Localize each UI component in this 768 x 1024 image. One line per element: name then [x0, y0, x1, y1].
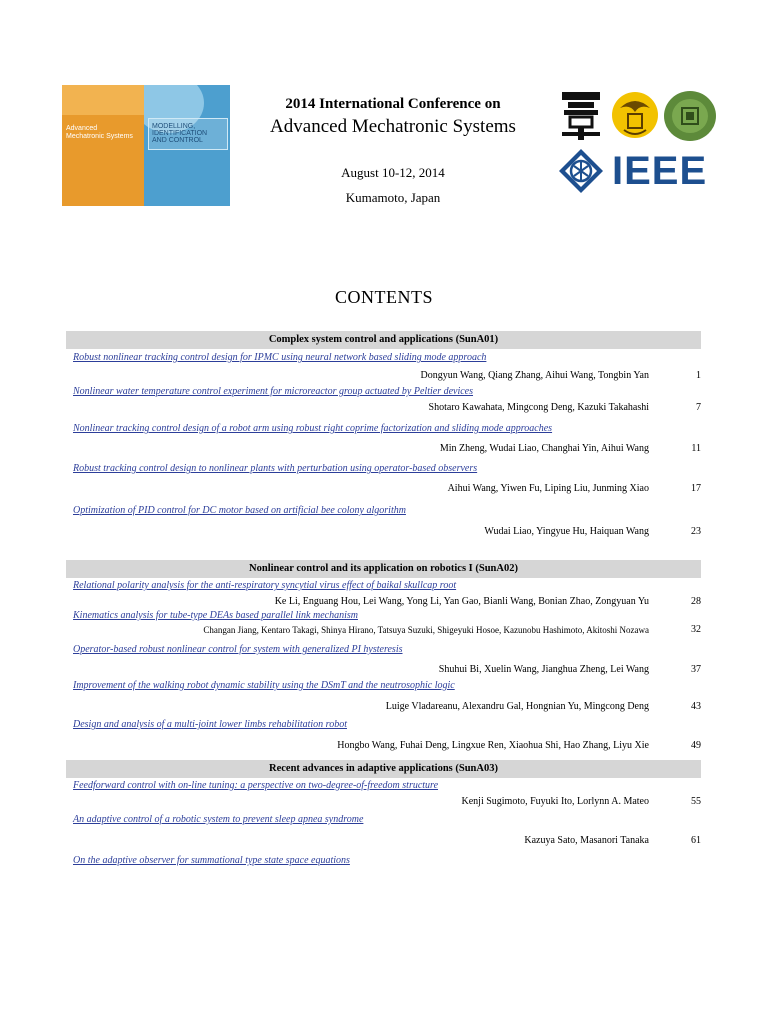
toc-entry-row: [66, 796, 701, 808]
paper-title-link[interactable]: Nonlinear tracking control design of a robot arm using robust right coprime factorization and sliding mode approaches: [73, 423, 553, 434]
paper-authors: Dongyun Wang, Qiang Zhang, Aihui Wang, Tongbin Yan: [420, 370, 649, 381]
paper-title-link[interactable]: Nonlinear water temperature control experiment for microreactor group actuated by Peltier devices: [73, 386, 474, 397]
paper-title-link[interactable]: Design and analysis of a multi-joint lower limbs rehabilitation robot: [73, 719, 347, 730]
page-number: 1: [696, 370, 701, 381]
paper-title-link[interactable]: Optimization of PID control for DC motor based on artificial bee colony algorithm: [73, 505, 406, 516]
university-crest-icon: [558, 88, 604, 142]
toc-entry-row: [66, 483, 701, 495]
section-header: Nonlinear control and its application on robotics I (SunA02): [66, 560, 701, 578]
toc-entry-row: [66, 443, 701, 455]
contents-heading: CONTENTS: [335, 287, 433, 307]
page-number: 49: [691, 740, 701, 751]
ieee-diamond-icon: [558, 148, 604, 194]
paper-authors: Shotaro Kawahata, Mingcong Deng, Kazuki Takahashi: [428, 402, 649, 413]
paper-authors: Luige Vladareanu, Alexandru Gal, Hongnian Yu, Mingcong Deng: [385, 701, 649, 712]
conference-location: Kumamoto, Japan: [345, 190, 441, 205]
toc-entry-row: [66, 370, 701, 382]
page-number: 37: [691, 664, 701, 675]
section-header: Complex system control and applications (SunA01): [66, 331, 701, 349]
paper-authors: Changan Jiang, Kentaro Takagi, Shinya Hirano, Tatsuya Suzuki, Shigeyuki Hosoe, Kazunobu Hashimoto, Akitoshi Nozawa: [203, 625, 649, 635]
paper-authors: Min Zheng, Wudai Liao, Changhai Yin, Aihui Wang: [439, 443, 649, 454]
paper-authors: Hongbo Wang, Fuhai Deng, Lingxue Ren, Xiaohua Shi, Hao Zhang, Liyu Xie: [337, 740, 649, 751]
conference-title-line2: Advanced Mechatronic Systems: [270, 116, 516, 137]
page-number: 61: [691, 835, 701, 846]
toc-entry-row: [66, 701, 701, 713]
green-leaf-crest-icon: [662, 88, 718, 144]
toc-entry-row: [66, 624, 701, 636]
page-number: 17: [691, 483, 701, 494]
paper-title-link[interactable]: Robust nonlinear tracking control design for IPMC using neural network based sliding mode approach: [73, 352, 487, 363]
cover-orange-panel: [62, 85, 144, 206]
conference-dates: August 10-12, 2014: [341, 165, 445, 180]
table-of-contents: [66, 331, 701, 867]
page-number: 23: [691, 526, 701, 537]
toc-entry-row: [66, 835, 701, 847]
cover-right-title: MODELLING, IDENTIFICATION AND CONTROL: [152, 123, 208, 144]
paper-title-link[interactable]: Improvement of the walking robot dynamic stability using the DSmT and the neutrosophic logic: [73, 680, 455, 691]
paper-authors: Kenji Sugimoto, Fuyuki Ito, Lorlynn A. Mateo: [461, 796, 649, 807]
toc-entry-row: [66, 596, 701, 608]
paper-authors: Wudai Liao, Yingyue Hu, Haiquan Wang: [484, 526, 649, 537]
conference-title-line1: 2014 International Conference on: [285, 96, 501, 112]
page-number: 28: [691, 596, 701, 607]
page-number: 55: [691, 796, 701, 807]
paper-title-link[interactable]: An adaptive control of a robotic system to prevent sleep apnea syndrome: [73, 814, 364, 825]
ieee-wordmark: IEEE: [612, 149, 708, 193]
toc-entry-row: [66, 664, 701, 676]
paper-authors: Aihui Wang, Yiwen Fu, Liping Liu, Junming Xiao: [447, 483, 649, 494]
toc-entry-row: [66, 526, 701, 538]
paper-authors: Shuhui Bi, Xuelin Wang, Jianghua Zheng, Lei Wang: [438, 664, 649, 675]
toc-entry-row: [66, 402, 701, 414]
paper-title-link[interactable]: Operator-based robust nonlinear control for system with generalized PI hysteresis: [73, 644, 403, 655]
conference-title: [243, 94, 543, 140]
paper-title-link[interactable]: Kinematics analysis for tube-type DEAs based parallel link mechanism: [73, 610, 358, 621]
paper-title-link[interactable]: Robust tracking control design to nonlinear plants with perturbation using operator-based observers: [73, 463, 478, 474]
paper-title-link[interactable]: On the adaptive observer for summational type state space equations: [73, 855, 350, 866]
page-number: 32: [691, 624, 701, 635]
paper-authors: Kazuya Sato, Masanori Tanaka: [524, 835, 649, 846]
paper-title-link[interactable]: Feedforward control with on-line tuning: a perspective on two-degree-of-freedom structure: [73, 780, 439, 791]
page-number: 43: [691, 701, 701, 712]
paper-title-link[interactable]: Relational polarity analysis for the anti-respiratory syncytial virus effect of baikal skullcap root: [73, 580, 457, 591]
page-number: 7: [696, 402, 701, 413]
paper-authors: Ke Li, Enguang Hou, Lei Wang, Yong Li, Yan Gao, Bianli Wang, Bonian Zhao, Zongyuan Yu: [274, 596, 649, 607]
cover-left-title: Advanced Mechatronic Systems: [66, 125, 133, 140]
book-cover-image: [62, 85, 230, 206]
section-header: Recent advances in adaptive applications (SunA03): [66, 760, 701, 778]
yellow-crest-icon: [610, 90, 660, 140]
cover-blue-panel: [144, 85, 230, 206]
page-number: 11: [691, 443, 701, 454]
toc-entry-row: [66, 740, 701, 752]
ieee-logo: [558, 148, 718, 194]
